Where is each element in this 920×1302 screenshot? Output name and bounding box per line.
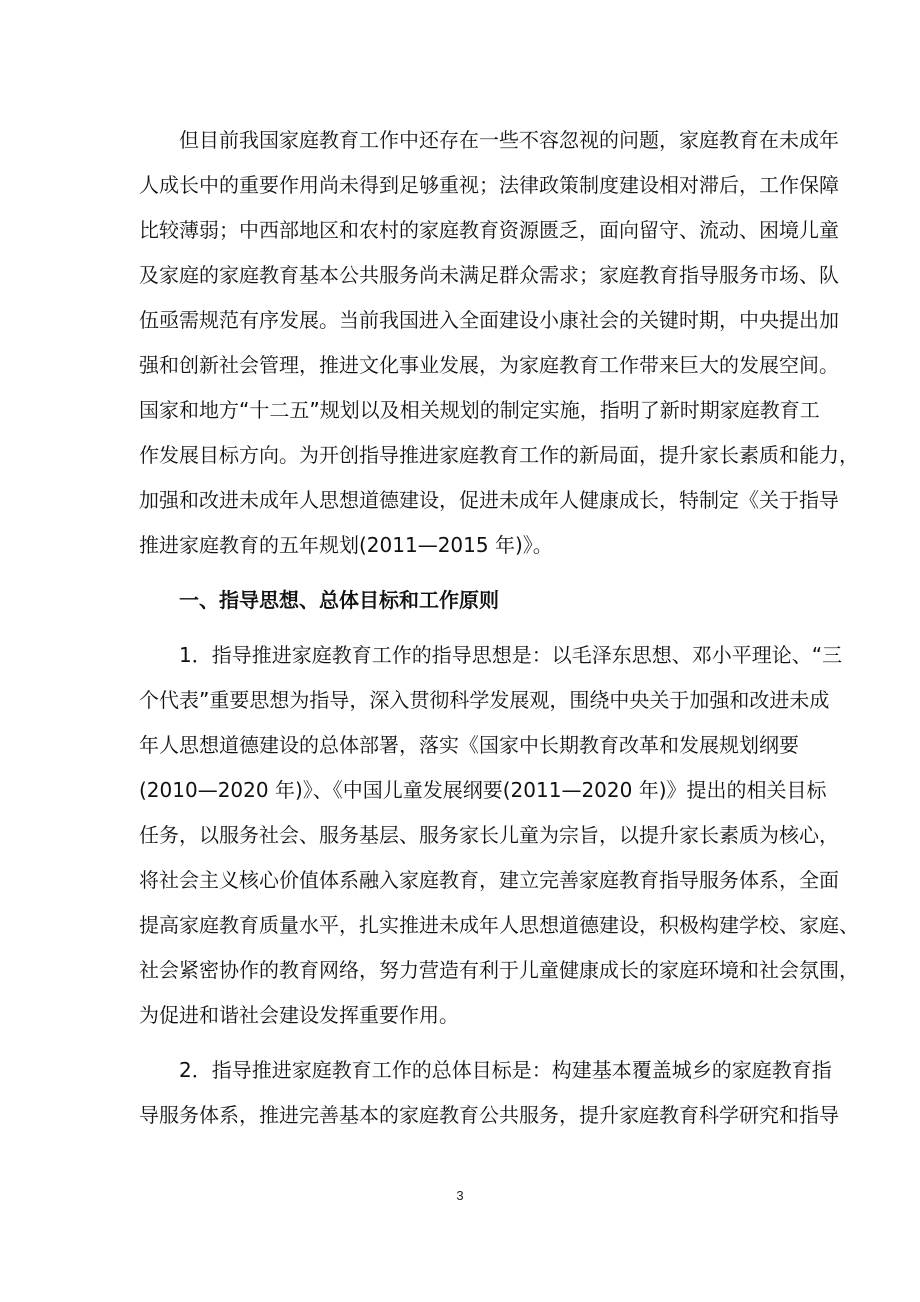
text-line: 个代表”重要思想为指导，深入贯彻科学发展观，围绕中央关于加强和改进未成 <box>139 688 830 712</box>
text-line: 强和创新社会管理，推进文化事业发展，为家庭教育工作带来巨大的发展空间。 <box>139 353 839 377</box>
paragraph-guiding-ideology <box>139 633 859 1038</box>
text-line: 导服务体系，推进完善基本的家庭教育公共服务，提升家庭教育科学研究和指导 <box>139 1103 839 1127</box>
text-line: 加强和改进未成年人思想道德建设，促进未成年人健康成长，特制定《关于指导 <box>139 488 839 512</box>
text-line: 推进家庭教育的五年规划(2011—2015 年)》。 <box>139 533 553 557</box>
text-line: 任务，以服务社会、服务基层、服务家长儿童为宗旨，以提升家长素质为核心， <box>139 823 839 847</box>
section-heading-block <box>139 578 799 623</box>
paragraph-intro <box>139 118 859 568</box>
text-line: 2．指导推进家庭教育工作的总体目标是：构建基本覆盖城乡的家庭教育指 <box>179 1058 832 1082</box>
text-line: 将社会主义核心价值体系融入家庭教育，建立完善家庭教育指导服务体系，全面 <box>139 868 839 892</box>
text-line: 作发展目标方向。为开创指导推进家庭教育工作的新局面，提升家长素质和能力， <box>139 443 859 467</box>
text-line: 但目前我国家庭教育工作中还存在一些不容忽视的问题，家庭教育在未成年 <box>179 128 839 152</box>
text-line: 年人思想道德建设的总体部署，落实《国家中长期教育改革和发展规划纲要 <box>139 733 799 757</box>
paragraph-overall-goal <box>139 1048 839 1138</box>
text-line: 比较薄弱；中西部地区和农村的家庭教育资源匮乏，面向留守、流动、困境儿童 <box>139 218 839 242</box>
text-line: 伍亟需规范有序发展。当前我国进入全面建设小康社会的关键时期，中央提出加 <box>139 308 839 332</box>
text-line: 社会紧密协作的教育网络，努力营造有利于儿童健康成长的家庭环境和社会氛围， <box>139 958 859 982</box>
text-line: 国家和地方“十二五”规划以及相关规划的制定实施，指明了新时期家庭教育工 <box>139 398 820 422</box>
text-line: 及家庭的家庭教育基本公共服务尚未满足群众需求；家庭教育指导服务市场、队 <box>139 263 839 287</box>
document-body <box>139 118 859 1138</box>
text-line: 为促进和谐社会建设发挥重要作用。 <box>139 1003 459 1027</box>
text-line: 提高家庭教育质量水平，扎实推进未成年人思想道德建设，积极构建学校、家庭、 <box>139 913 859 937</box>
page-number: 3 <box>456 1188 464 1203</box>
text-line: (2010—2020 年)》、《中国儿童发展纲要(2011—2020 年)》提出的相关目标 <box>139 778 827 802</box>
text-line: 1．指导推进家庭教育工作的指导思想是：以毛泽东思想、邓小平理论、“三 <box>179 643 843 667</box>
section-heading: 一、指导思想、总体目标和工作原则 <box>179 588 499 612</box>
text-line: 人成长中的重要作用尚未得到足够重视；法律政策制度建设相对滞后，工作保障 <box>139 173 839 197</box>
